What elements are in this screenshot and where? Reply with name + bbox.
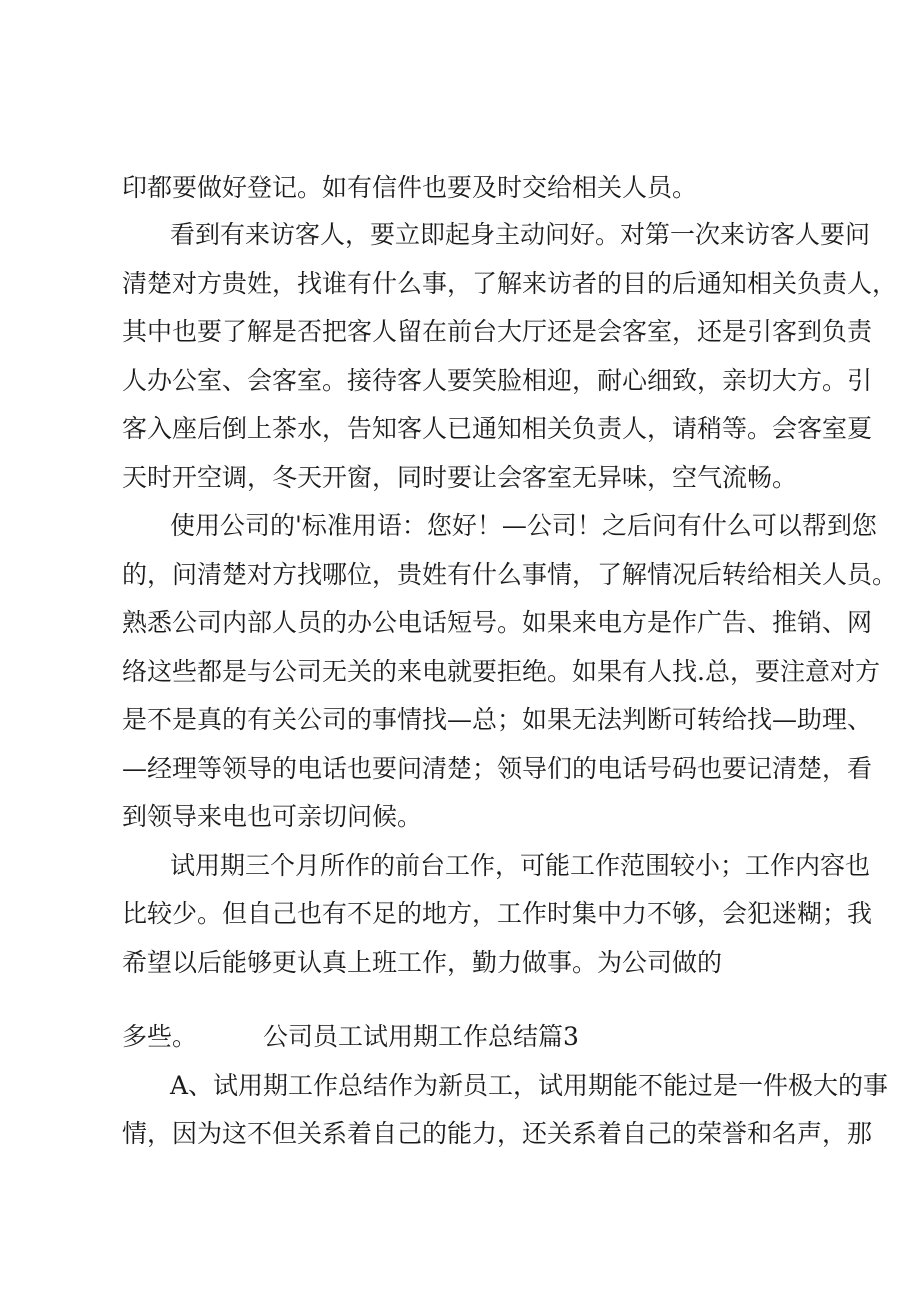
paragraph-2-line-3: 其中也要了解是否把客人留在前台大厅还是会客室，还是引客到负责 [122,317,873,346]
paragraph-2-line-1: 看到有来访客人，要立即起身主动问好。对第一次来访客人要问 [170,220,871,249]
paragraph-3-line-3: 熟悉公司内部人员的办公电话短号。如果来电方是作广告、推销、网 [122,608,873,637]
paragraph-5-line-1: A、试用期工作总结作为新员工，试用期能不能过是一件极大的事 [170,1071,889,1100]
paragraph-2-line-6: 天时开空调，冬天开窗，同时要让会客室无异味，空气流畅。 [122,463,798,492]
paragraph-2-line-5: 客入座后倒上茶水，告知客人已通知相关负责人，请稍等。会客室夏 [122,414,873,443]
paragraph-1-line-1: 印都要做好登记。如有信件也要及时交给相关人员。 [122,173,698,202]
paragraph-4-tail-and-heading [122,1017,579,1057]
paragraph-3-line-2: 的，问清楚对方找哪位，贵姓有什么事情，了解情况后转给相关人员。 [122,560,898,589]
paragraph-4-line-3: 希望以后能够更认真上班工作，勤力做事。为公司做的 [122,948,723,977]
paragraph-3-line-6: —经理等领导的电话也要问清楚；领导们的电话号码也要记清楚，看 [122,754,873,783]
paragraph-3-line-4: 络这些都是与公司无关的来电就要拒绝。如果有人找.总，要注意对方 [122,657,880,686]
paragraph-2-line-4: 人办公室、会客室。接待客人要笑脸相迎，耐心细致，亲切大方。引 [122,366,873,395]
paragraph-4-tail: 多些。 [122,1022,198,1051]
paragraph-3-line-7: 到领导来电也可亲切问候。 [122,802,423,831]
paragraph-4-line-1: 试用期三个月所作的前台工作，可能工作范围较小；工作内容也 [170,851,871,880]
section-heading: 公司员工试用期工作总结篇3 [263,1022,579,1051]
paragraph-2-line-2: 清楚对方贵姓，找谁有什么事，了解来访者的目的后通知相关负责人， [122,269,898,298]
paragraph-3-line-5: 是不是真的有关公司的事情找—总；如果无法判断可转给找—助理、 [122,705,873,734]
paragraph-4-line-2: 比较少。但自己也有不足的地方，工作时集中力不够，会犯迷糊；我 [122,899,873,928]
paragraph-5-line-2: 情，因为这不但关系着自己的能力，还关系着自己的荣誉和名声，那 [122,1119,873,1148]
paragraph-3-line-1: 使用公司的'标准用语：您好！—公司！之后问有什么可以帮到您 [170,511,877,540]
